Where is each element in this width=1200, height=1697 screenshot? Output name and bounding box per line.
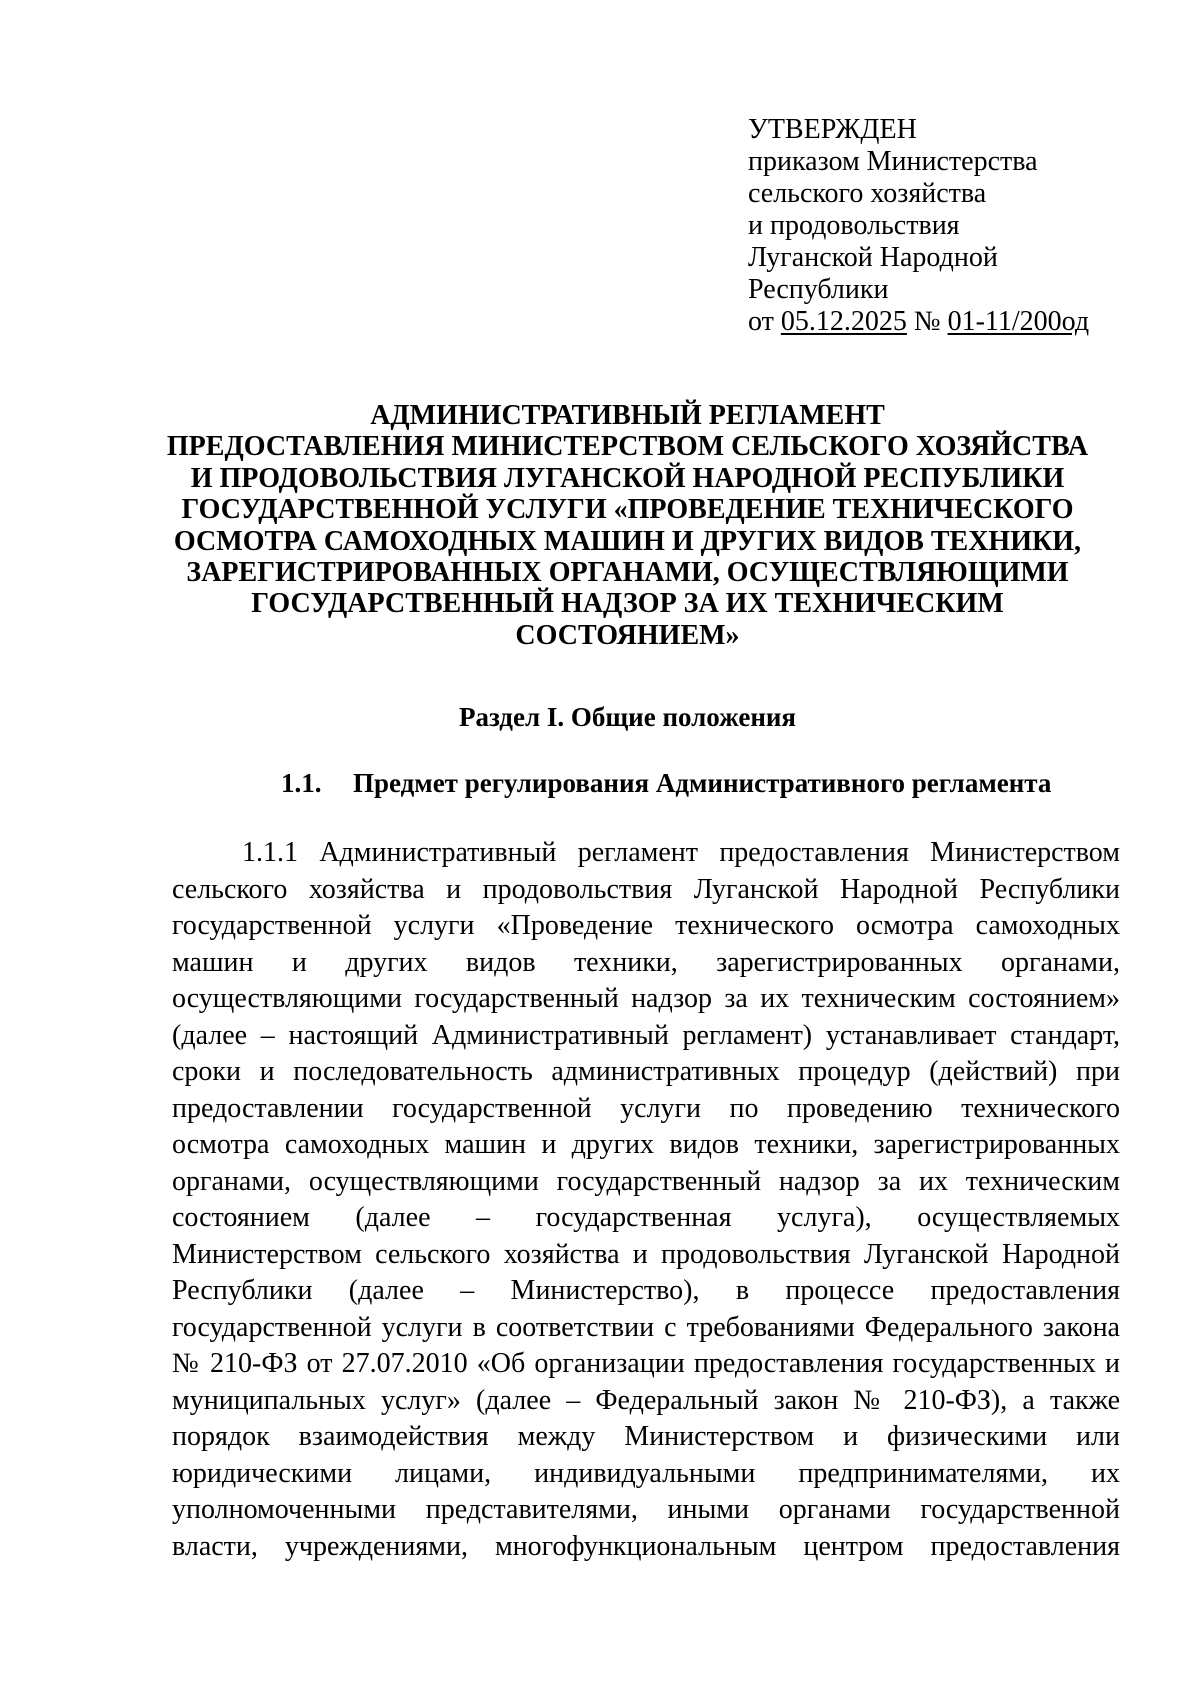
paragraph-line: органами, осуществляющими государственный надзор за их техническим [172,1165,1120,1197]
body-paragraph [172,835,1120,1565]
approval-number-sign: № [906,306,948,337]
title-line: ЗАРЕГИСТРИРОВАННЫХ ОРГАНАМИ, ОСУЩЕСТВЛЯЮЩИМИ [186,557,1069,589]
approval-date-prefix: от [748,306,781,337]
approval-line: Луганской Народной [748,242,998,273]
title-line: ОСМОТРА САМОХОДНЫХ МАШИН И ДРУГИХ ВИДОВ ТЕХНИКИ, [173,525,1082,557]
paragraph-line: 1.1.1 Административный регламент предоставления Министерством [242,837,1120,868]
approval-number: 01-11/200од [947,306,1090,337]
approval-stamp-block [748,114,1148,338]
paragraph-line: сельского хозяйства и продовольствия Луганской Народной Республики [172,873,1120,905]
subsection-heading [281,767,1111,799]
subsection-title: Предмет регулирования Административного регламента [353,768,1052,798]
paragraph-line: осмотра самоходных машин и других видов техники, зарегистрированных [172,1129,1120,1160]
document-title [160,400,1095,651]
title-line: АДМИНИСТРАТИВНЫЙ РЕГЛАМЕНТ [370,400,885,431]
approval-line: Республики [748,274,889,305]
paragraph-line: осуществляющими государственный надзор за их техническим состоянием» [172,983,1120,1014]
paragraph-line: муниципальных услуг» (далее – Федеральный закон № 210-ФЗ), а также [172,1384,1120,1416]
paragraph-line: состоянием (далее – государственная услуга), осуществляемых [172,1202,1120,1233]
paragraph-line: № 210-ФЗ от 27.07.2010 «Об организации предоставления государственных и [172,1348,1120,1379]
paragraph-line: Министерством сельского хозяйства и продовольствия Луганской Народной [172,1238,1120,1270]
paragraph-line: порядок взаимодействия между Министерством и физическими или [172,1421,1120,1452]
paragraph-line: предоставлении государственной услуги по проведению технического [172,1092,1120,1124]
approval-date-line [748,306,1148,338]
paragraph-line: государственной услуги «Проведение технического осмотра самоходных [172,910,1120,941]
section-heading: Раздел I. Общие положения [458,702,797,732]
paragraph-line: государственной услуги в соответствии с требованиями Федерального закона [172,1311,1120,1343]
approval-line: сельского хозяйства [748,178,987,209]
title-line: СОСТОЯНИЕМ» [515,619,740,651]
paragraph-line: власти, учреждениями, многофункциональным центром предоставления [172,1530,1120,1562]
paragraph-line: юридическими лицами, индивидуальными предпринимателями, их [172,1457,1120,1489]
approval-heading: УТВЕРЖДЕН [748,114,917,145]
title-line: ПРЕДОСТАВЛЕНИЯ МИНИСТЕРСТВОМ СЕЛЬСКОГО ХОЗЯЙСТВА [166,431,1089,463]
paragraph-line: сроки и последовательность административных процедур (действий) при [172,1056,1120,1087]
paragraph-line: Республики (далее – Министерство), в процессе предоставления [172,1275,1120,1306]
title-line: ГОСУДАРСТВЕННЫЙ НАДЗОР ЗА ИХ ТЕХНИЧЕСКИМ [251,588,1004,620]
subsection-number: 1.1. [281,768,322,798]
approval-line: приказом Министерства [748,146,1038,177]
approval-date: 05.12.2025 [780,306,907,337]
paragraph-line: машин и других видов техники, зарегистрированных органами, [172,946,1120,978]
title-line: ГОСУДАРСТВЕННОЙ УСЛУГИ «ПРОВЕДЕНИЕ ТЕХНИЧЕСКОГО [181,494,1074,526]
approval-line: и продовольствия [748,210,960,241]
paragraph-line: (далее – настоящий Административный регламент) устанавливает стандарт, [172,1019,1120,1051]
title-line: И ПРОДОВОЛЬСТВИЯ ЛУГАНСКОЙ НАРОДНОЙ РЕСПУБЛИКИ [190,462,1065,494]
paragraph-line: уполномоченными представителями, иными органами государственной [172,1494,1120,1525]
